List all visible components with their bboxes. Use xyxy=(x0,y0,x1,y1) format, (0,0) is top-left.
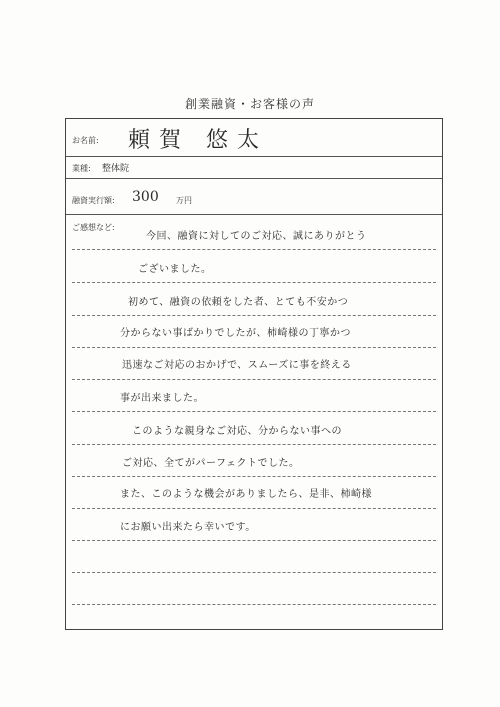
name-label: お名前: xyxy=(72,136,99,145)
ruled-line xyxy=(72,572,436,573)
divider xyxy=(66,178,442,179)
ruled-line xyxy=(72,411,436,412)
ruled-line xyxy=(72,379,436,380)
industry-label: 業種: xyxy=(72,164,91,173)
ruled-line xyxy=(72,444,436,445)
amount-value: 300 xyxy=(132,189,159,205)
ruled-line xyxy=(72,540,436,541)
comment-line: 事が出来ました。 xyxy=(120,393,204,404)
ruled-line xyxy=(72,508,436,509)
divider xyxy=(66,214,442,215)
comment-line: 迅速なご対応のおかげで、スムーズに事を終える xyxy=(122,360,352,371)
ruled-line xyxy=(72,315,436,316)
comment-line: にお願い出来たら幸いです。 xyxy=(120,522,256,533)
amount-label: 融資実行額: xyxy=(72,196,115,205)
comment-line: 初めて、融資の依頼をした者、とても不安かつ xyxy=(128,297,349,308)
ruled-line xyxy=(72,347,436,348)
ruled-line xyxy=(72,249,436,250)
ruled-line xyxy=(72,476,436,477)
testimonial-form xyxy=(65,118,443,630)
comment-line: ご対応、全てがパーフェクトでした。 xyxy=(122,458,300,469)
sheet-title: 創業融資・お客様の声 xyxy=(184,97,315,111)
comment-line: 分からない事ばかりでしたが、柿崎様の丁寧かつ xyxy=(120,328,351,339)
name-value: 頼賀 悠太 xyxy=(128,128,268,153)
industry-value: 整体院 xyxy=(102,164,130,174)
comment-line: ございました。 xyxy=(138,264,212,275)
ruled-line xyxy=(72,604,436,605)
comment-line: 今回、融資に対してのご対応、誠にありがとう xyxy=(146,231,367,242)
ruled-line xyxy=(72,282,436,283)
comments-label: ご感想など: xyxy=(72,223,115,232)
amount-unit: 万円 xyxy=(176,196,192,205)
comment-line: また、このような機会がありましたら、是非、柿崎様 xyxy=(120,489,372,500)
comment-line: このような親身なご対応、分からない事への xyxy=(132,426,342,437)
divider xyxy=(66,156,442,157)
